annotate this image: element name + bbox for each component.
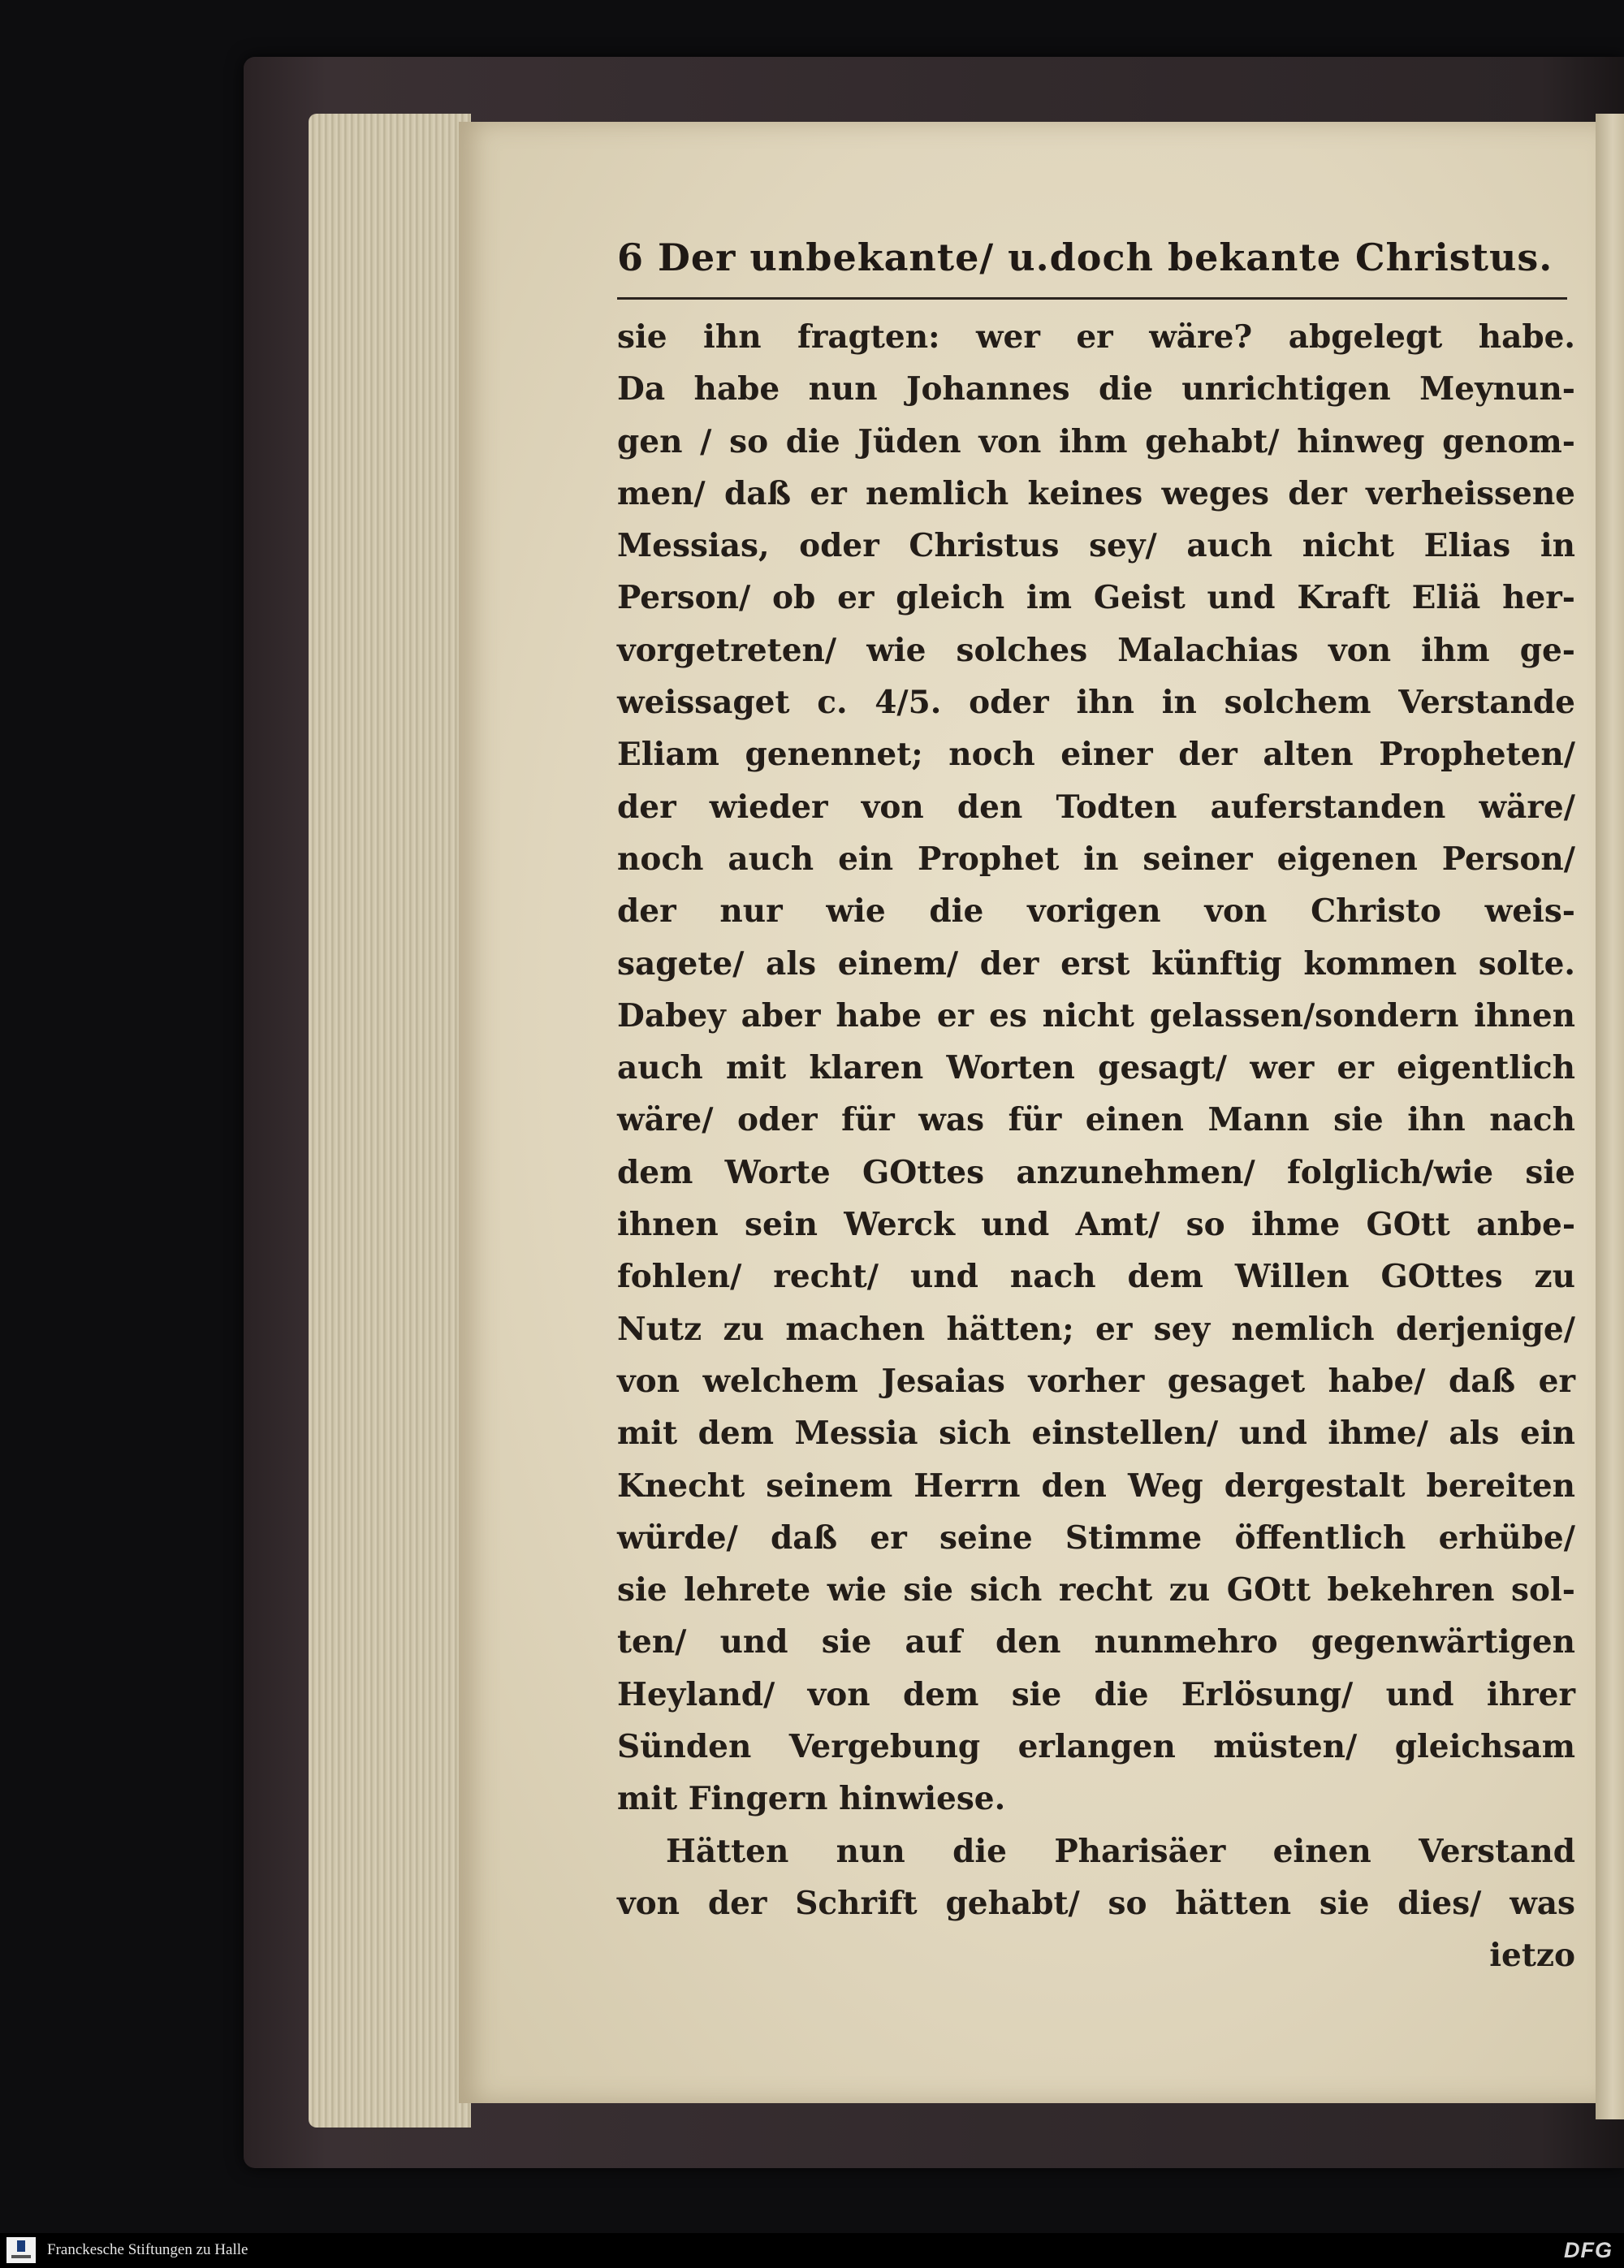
text-line: fohlen/ recht/ und nach dem Willen GOttes zu [617,1258,1575,1296]
text-line: ihnen sein Werck und Amt/ so ihme GOtt anbe- [617,1206,1575,1244]
logo-base [11,2255,31,2258]
text-line: Sünden Vergebung erlangen müsten/ gleichsam [617,1728,1575,1766]
institution-name[interactable]: Franckesche Stiftungen zu Halle [47,2241,248,2258]
text-line: noch auch ein Prophet in seiner eigenen Person/ [617,840,1575,878]
text-line: würde/ daß er seine Stimme öffentlich erhübe/ [617,1518,1575,1557]
page-header [617,235,1575,292]
text-line: Knecht seinem Herrn den Weg dergestalt bereiten [617,1467,1575,1505]
text-line: von der Schrift gehabt/ so hätten sie dies/ was [617,1884,1575,1922]
text-line: vorgetreten/ wie solches Malachias von ihm ge- [617,631,1575,669]
text-line: Dabey aber habe er es nicht gelassen/sondern ihnen [617,996,1575,1035]
text-line: wäre/ oder für was für einen Mann sie ihn nach [617,1101,1575,1139]
text-line: Nutz zu machen hätten; er sey nemlich derjenige/ [617,1310,1575,1348]
page-number: 6 [617,235,644,279]
catchword: ietzo [1489,1937,1575,1975]
text-line: ten/ und sie auf den nunmehro gegenwärtigen [617,1623,1575,1661]
text-line: sie ihn fragten: wer er wäre? abgelegt habe. [617,318,1575,356]
text-line: Heyland/ von dem sie die Erlösung/ und ihrer [617,1675,1575,1713]
header-rule [617,297,1567,300]
text-line: Eliam genennet; noch einer der alten Propheten/ [617,736,1575,774]
text-line: Da habe nun Johannes die unrichtigen Meynun- [617,370,1575,408]
text-line: von welchem Jesaias vorher gesaget habe/ daß er [617,1362,1575,1400]
page-content [617,235,1575,1982]
running-head: Der unbekante/ u.doch bekante Christus. [658,235,1553,279]
text-line: der nur wie die vorigen von Christo weis- [617,892,1575,931]
facing-page-edge [1596,114,1624,2119]
text-line: dem Worte GOttes anzunehmen/ folglich/wie sie [617,1153,1575,1191]
footer-bar [0,2233,1624,2268]
body-text [617,311,1575,1982]
text-line: mit Fingern hinwiese. [617,1780,1006,1818]
text-line: sagete/ als einem/ der erst künftig kommen solte. [617,944,1575,983]
text-line: Hätten nun die Pharisäer einen Verstand [666,1832,1575,1870]
text-line: mit dem Messia sich einstellen/ und ihme/ als ein [617,1415,1575,1453]
dfg-logo[interactable]: DFG [1564,2238,1613,2262]
text-line: Messias, oder Christus sey/ auch nicht Elias in [617,527,1575,565]
logo-mark [17,2240,25,2252]
text-line: der wieder von den Todten auferstanden wäre/ [617,788,1575,826]
text-line: men/ daß er nemlich keines weges der verheissene [617,474,1575,512]
institution-logo-icon [6,2237,36,2263]
page-edges [309,114,471,2128]
text-line: auch mit klaren Worten gesagt/ wer er eigentlich [617,1049,1575,1087]
text-line: sie lehrete wie sie sich recht zu GOtt bekehren sol- [617,1571,1575,1609]
text-line: weissaget c. 4/5. oder ihn in solchem Verstande [617,684,1575,722]
text-line: gen / so die Jüden von ihm gehabt/ hinweg genom- [617,422,1575,460]
text-line: Person/ ob er gleich im Geist und Kraft Eliä her- [617,579,1575,617]
